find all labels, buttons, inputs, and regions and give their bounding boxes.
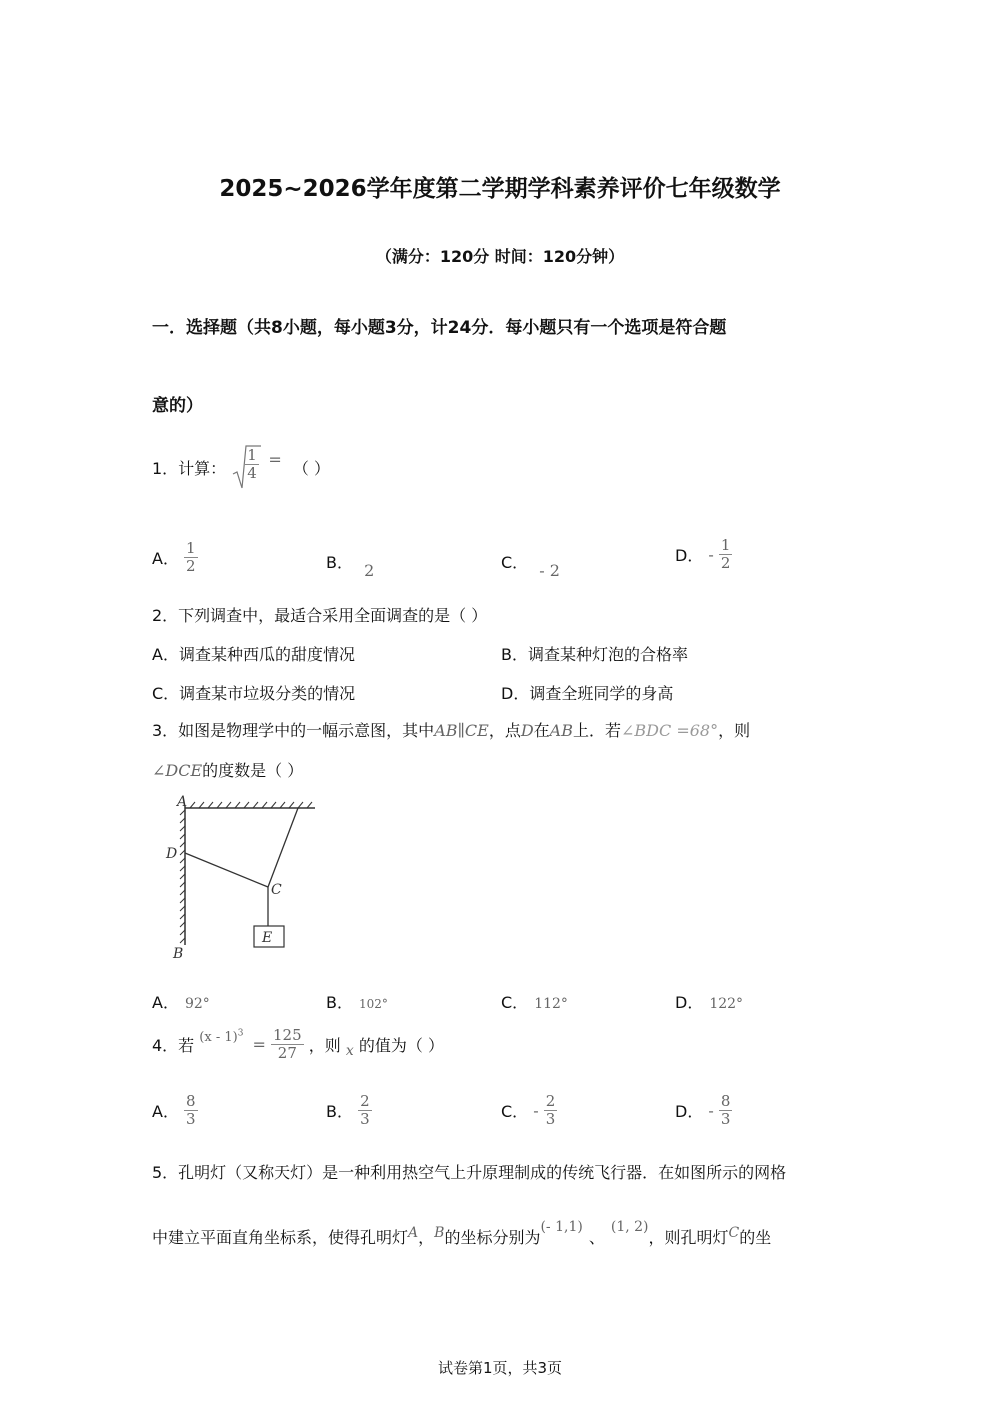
math-d: D	[520, 721, 534, 740]
var-x: x	[345, 1042, 354, 1059]
q1-num: 1	[247, 446, 257, 464]
math-ab: AB	[549, 721, 573, 740]
question-3-stem-cont: ∠DCE的度数是（ ）	[152, 761, 304, 780]
sqrt-expression	[231, 444, 261, 490]
q3-option-d: D． 122°	[675, 993, 744, 1012]
math-angle-dce: ∠DCE	[152, 761, 203, 780]
q2-option-c: C．调查某市垃圾分类的情况	[152, 684, 356, 703]
q1-option-a: A． $\frac{1}{2}$	[152, 539, 196, 575]
label-a: A	[177, 794, 188, 810]
q1-option-b: B． 2	[326, 553, 375, 580]
q4-option-d: D． - $\frac{8}{3}$	[675, 1092, 731, 1128]
q4-option-c: C． - $\frac{2}{3}$	[501, 1092, 556, 1128]
math-angle-bdc: ∠BDC =68°	[621, 721, 719, 740]
label-b: B	[173, 946, 184, 962]
page-footer: 试卷第1页，共3页	[437, 1359, 563, 1377]
answer-blank: （ ）	[292, 458, 330, 478]
physics-diagram	[160, 790, 330, 965]
q1-prefix: 1．计算：	[152, 458, 227, 478]
section-heading-cont: 意的）	[152, 396, 203, 416]
q3-option-b: B． 102°	[326, 993, 388, 1012]
exam-info: （满分：120分 时间：120分钟）	[375, 247, 625, 266]
q2-option-b: B．调查某种灯泡的合格率	[501, 645, 688, 664]
rope-top-c	[268, 808, 298, 887]
q2-option-d: D．调查全班同学的身高	[501, 684, 674, 703]
q4-power-base: (x - 1)3	[199, 1028, 244, 1045]
q1-a-fraction: $\frac{1}{2}$	[186, 539, 196, 575]
q1-fraction	[245, 447, 259, 482]
label-d: D	[166, 846, 178, 862]
math-ab-parallel-ce: AB∥CE	[434, 721, 489, 740]
label-c: C	[271, 882, 282, 898]
question-4-stem: 4．若 $^{(x - 1)^3}$ = $\frac{125}{27}$ ，则 x 的值为（ ）	[152, 1026, 444, 1062]
page-title: 2025~2026学年度第二学期学科素养评价七年级数学	[219, 176, 781, 202]
question-1-stem	[152, 444, 330, 504]
question-5-stem: 5．孔明灯（又称天灯）是一种利用热空气上升原理制成的传统飞行器．在如图所示的网格	[152, 1163, 787, 1182]
question-3-stem: 3．如图是物理学中的一幅示意图，其中AB∥CE，点D在AB上．若∠BDC =68°，则	[152, 721, 751, 740]
q1-option-d: D． - $\frac{1}{2}$	[675, 536, 731, 572]
q4-fraction: $\frac{125}{27}$	[273, 1026, 302, 1062]
q1-option-c: C． - 2	[501, 553, 560, 580]
ceiling-hatching	[190, 802, 312, 808]
q3-option-c: C． 112°	[501, 993, 568, 1012]
question-5-stem-cont: 中建立平面直角坐标系，使得孔明灯A，B的坐标分别为(- 1,1)、(1, 2)，则孔明灯C的坐	[152, 1219, 772, 1247]
q2-option-a: A．调查某种西瓜的甜度情况	[152, 645, 355, 664]
q4-option-b: B． $\frac{2}{3}$	[326, 1092, 370, 1128]
section-heading: 一．选择题（共8小题，每小题3分，计24分．每小题只有一个选项是符合题	[152, 318, 727, 338]
q1-d-fraction: $\frac{1}{2}$	[720, 536, 731, 572]
q3-option-a: A． 92°	[152, 993, 210, 1012]
q1-den: 4	[247, 464, 257, 482]
rope-dc	[185, 853, 268, 887]
q4-option-a: A． $\frac{8}{3}$	[152, 1092, 196, 1128]
equals-sign: =	[268, 449, 282, 469]
question-2-stem: 2．下列调查中，最适合采用全面调查的是（ ）	[152, 606, 488, 625]
label-e: E	[262, 930, 273, 946]
